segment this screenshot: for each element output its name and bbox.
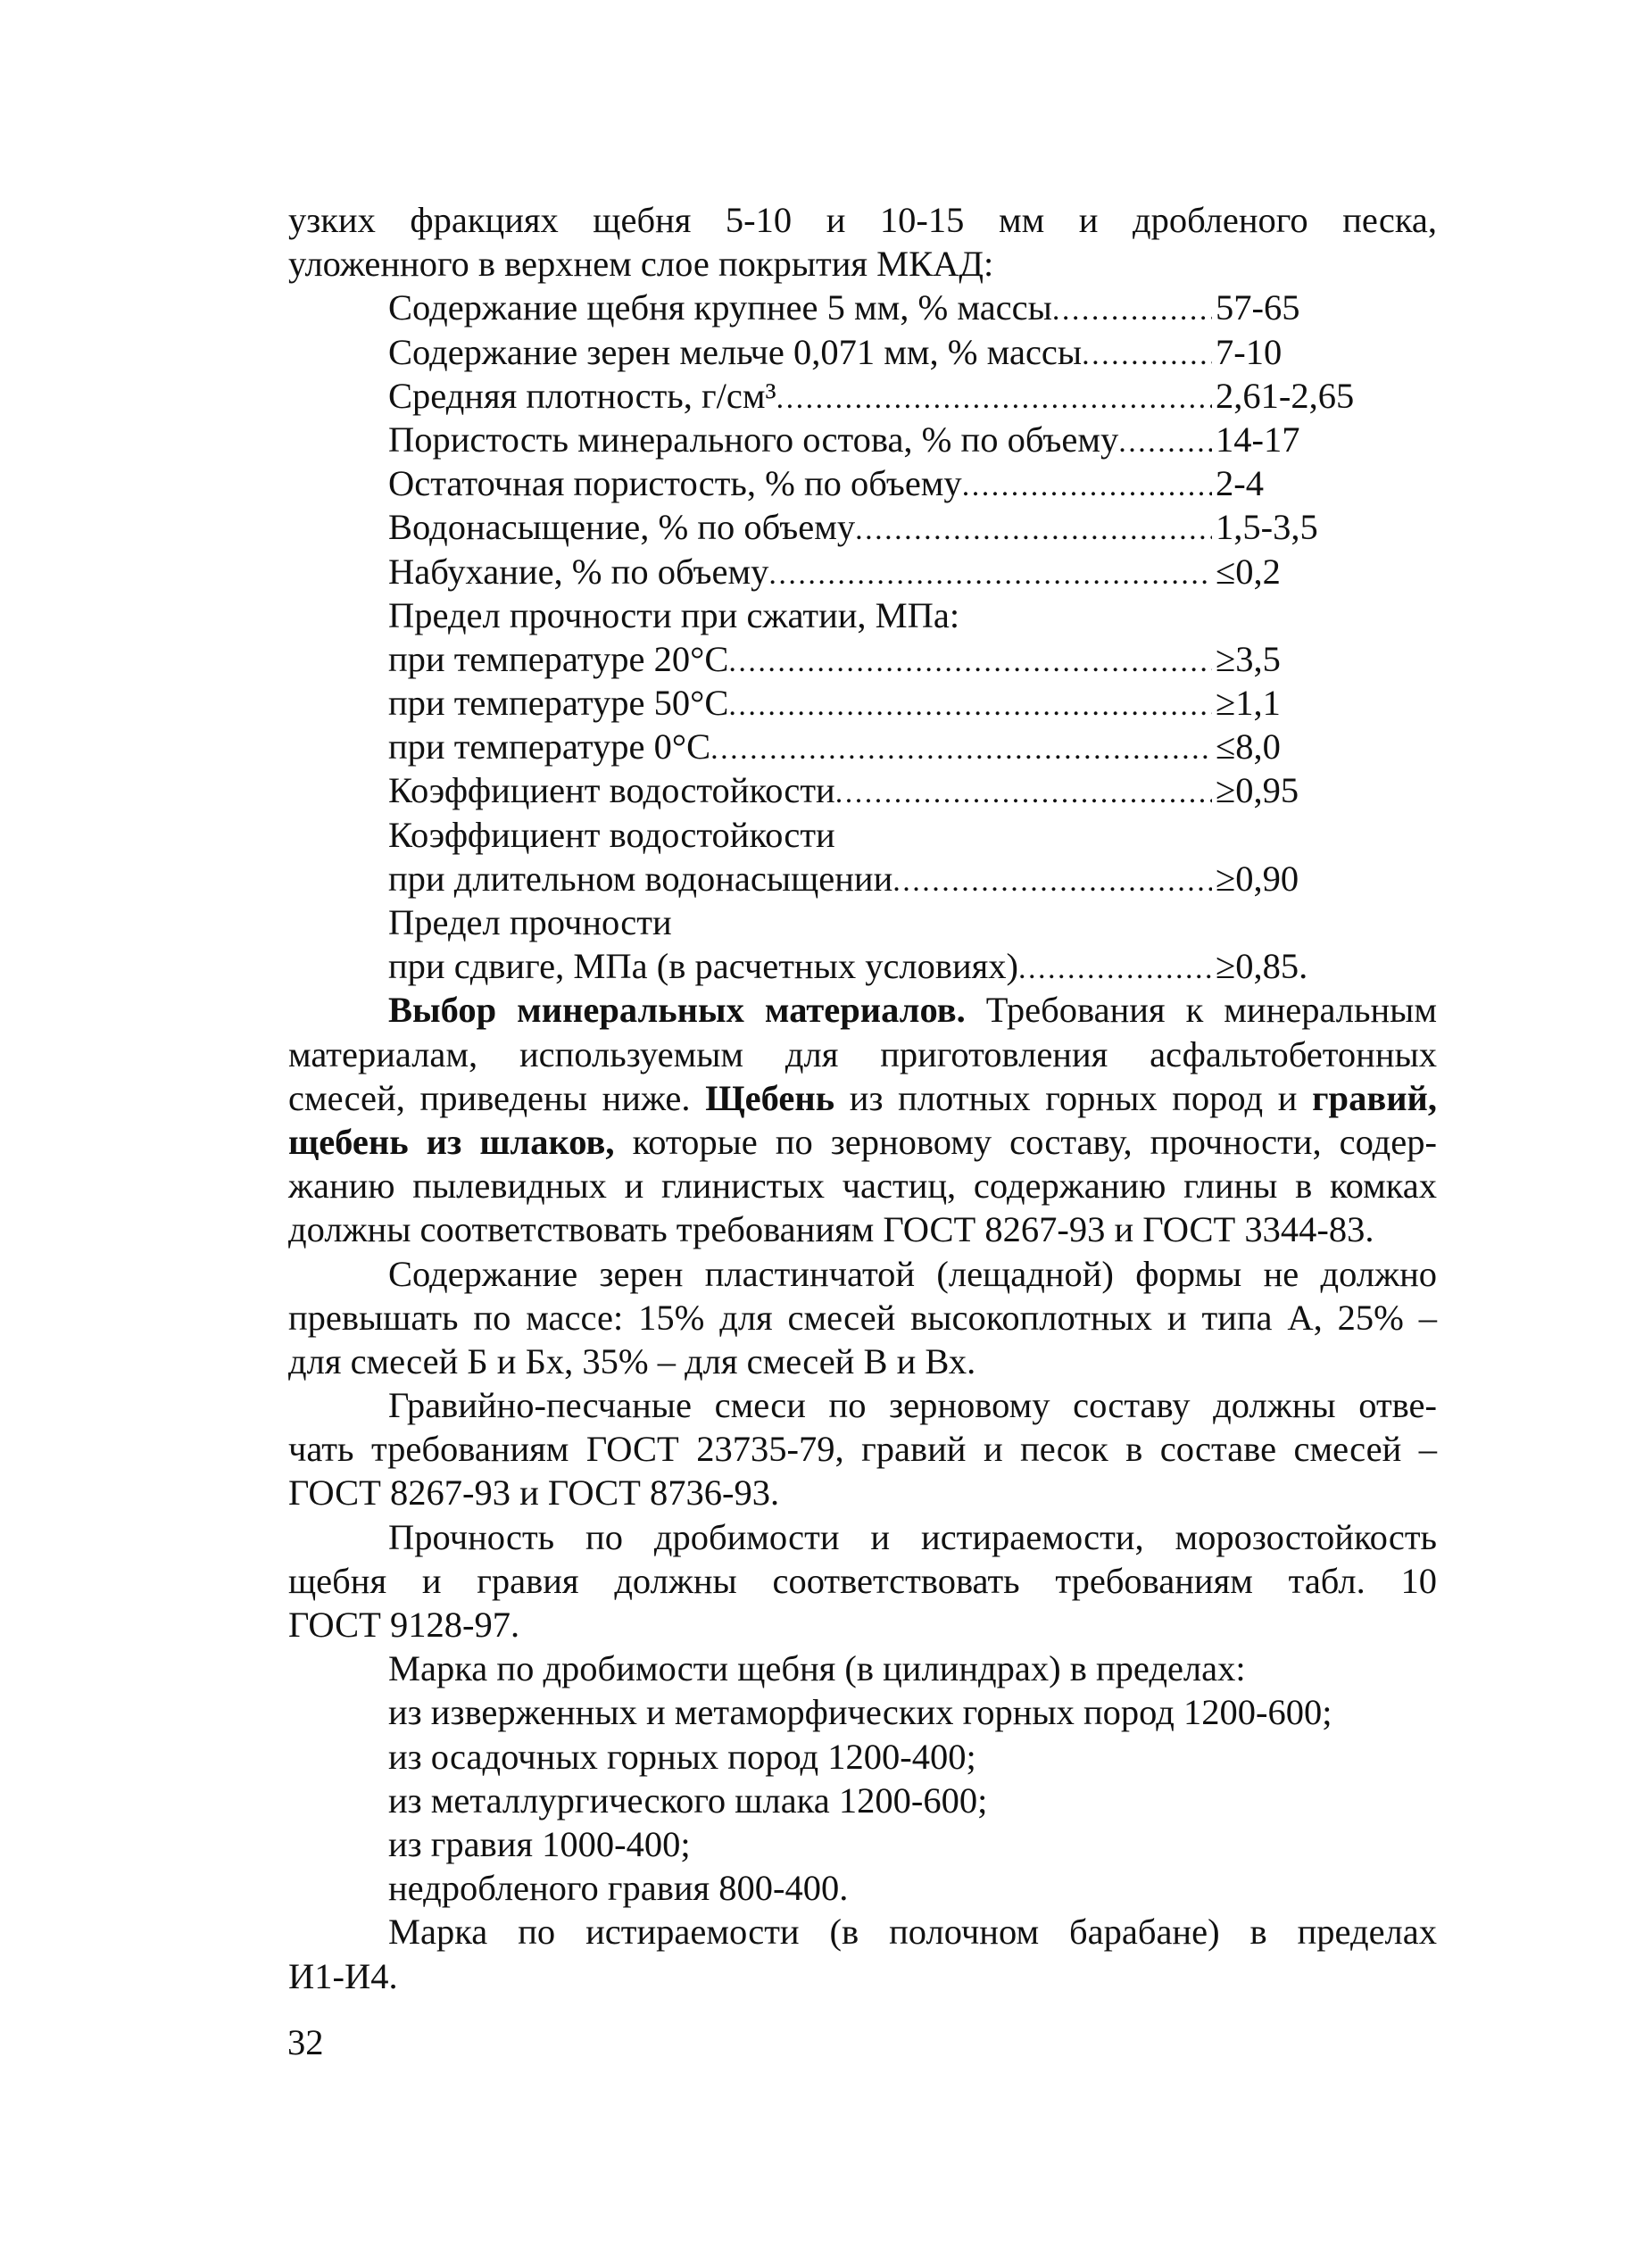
strength-heading: Предел прочности при сжатии, МПа: — [388, 594, 960, 635]
property-heading: Коэффициент водостойкости — [388, 814, 835, 855]
property-label: Коэффициент водостойкости — [388, 770, 835, 811]
leader-dots — [1018, 944, 1212, 991]
paragraph-line: смесей, приведены ниже. Щебень из плотных горных пород и гравий, — [288, 1077, 1437, 1118]
leader-dots — [855, 505, 1212, 552]
property-row — [288, 461, 1367, 505]
property-value: 7-10 — [1216, 331, 1283, 372]
paragraph-line: Прочность по дробимости и истираемости, морозостойкость — [388, 1516, 1437, 1557]
property-label: Содержание щебня крупнее 5 мм, % массы — [388, 287, 1052, 328]
leader-dots — [1082, 330, 1212, 377]
leader-dots — [835, 768, 1212, 815]
property-value: ≥0,85. — [1216, 946, 1308, 987]
paragraph-line: для смесей Б и Бх, 35% – для смесей В и Вх. — [288, 1340, 976, 1381]
property-row — [288, 768, 1367, 812]
leader-dots — [728, 681, 1212, 727]
property-label: Средняя плотность, г/см³ — [388, 375, 776, 416]
leader-dots — [776, 374, 1212, 420]
property-value: ≥3,5 — [1216, 638, 1281, 679]
paragraph-line: Гравийно-песчаные смеси по зерновому составу должны отве- — [388, 1385, 1437, 1426]
paragraph-line: жанию пылевидных и глинистых частиц, содержанию глины в комках — [288, 1165, 1437, 1207]
bold-term: щебень из шлаков, — [288, 1121, 615, 1162]
intro-line: уложенного в верхнем слое покрытия МКАД: — [288, 244, 994, 285]
property-value: ≤0,2 — [1216, 551, 1281, 592]
property-row — [288, 374, 1367, 418]
page-number: 32 — [287, 2022, 324, 2062]
paragraph-line: щебень из шлаков, которые по зерновому составу, прочности, содер- — [288, 1121, 1437, 1162]
property-label: Содержание зерен мельче 0,071 мм, % массы — [388, 331, 1083, 372]
paragraph-line: ГОСТ 8267-93 и ГОСТ 8736-93. — [288, 1472, 780, 1514]
property-row — [288, 286, 1367, 329]
property-label: Пористость минерального остова, % по объему — [388, 419, 1119, 460]
leader-dots — [892, 857, 1212, 903]
property-value: 14-17 — [1216, 419, 1300, 460]
leader-dots — [728, 637, 1212, 684]
property-row — [288, 681, 1367, 725]
property-value: 1,5-3,5 — [1216, 507, 1318, 548]
property-label: при температуре 20°С — [388, 638, 729, 679]
property-value: 57-65 — [1216, 287, 1300, 328]
property-row — [288, 725, 1367, 768]
property-value: ≤8,0 — [1216, 726, 1281, 767]
list-item: из изверженных и метаморфических горных пород 1200-600; — [388, 1692, 1332, 1733]
property-label: Остаточная пористость, % по объему — [388, 463, 962, 504]
intro-line: узких фракциях щебня 5-10 и 10-15 мм и дробленого песка, — [288, 200, 1437, 240]
property-heading: Предел прочности — [388, 902, 672, 942]
property-label: при температуре 50°С — [388, 683, 729, 724]
property-value: 2,61-2,65 — [1216, 375, 1355, 416]
property-label: Набухание, % по объему — [388, 551, 769, 592]
list-item: недробленого гравия 800-400. — [388, 1868, 849, 1909]
paragraph-line: превышать по массе: 15% для смесей высокоплотных и типа А, 25% – — [288, 1297, 1437, 1338]
section-heading: Выбор минеральных материалов. — [388, 990, 966, 1031]
property-row — [288, 550, 1367, 593]
leader-dots — [1118, 418, 1212, 464]
paragraph-line: Марка по истираемости (в полочном барабане) в пределах — [388, 1912, 1437, 1953]
property-row — [288, 330, 1367, 374]
leader-dots — [768, 550, 1212, 596]
page-text — [288, 198, 1437, 1998]
property-row — [288, 637, 1367, 681]
bold-term: гравий, — [1312, 1077, 1437, 1118]
crushability-heading: Марка по дробимости щебня (в цилиндрах) в пределах: — [388, 1648, 1246, 1689]
paragraph-line: Содержание зерен пластинчатой (лещадной) формы не должно — [388, 1253, 1437, 1294]
property-value: ≥0,90 — [1216, 858, 1299, 899]
property-row — [288, 857, 1367, 900]
paragraph-line: щебня и гравия должны соответствовать требованиям табл. 10 — [288, 1560, 1437, 1601]
leader-dots — [1052, 286, 1212, 332]
property-row — [288, 418, 1367, 461]
property-label: Водонасыщение, % по объему — [388, 507, 856, 548]
paragraph-line: чать требованиям ГОСТ 23735-79, гравий и песок в составе смесей – — [288, 1429, 1437, 1470]
property-row — [288, 505, 1367, 549]
paragraph-line: материалам, используемым для приготовления асфальтобетонных — [288, 1033, 1437, 1074]
paragraph-line: Выбор минеральных материалов. Требования к минеральным — [388, 990, 1438, 1031]
property-value: ≥1,1 — [1216, 683, 1281, 724]
paragraph-line: ГОСТ 9128-97. — [288, 1605, 520, 1645]
property-label: при длительном водонасыщении — [388, 858, 893, 899]
list-item: из металлургического шлака 1200-600; — [388, 1779, 988, 1821]
bold-term: Щебень — [705, 1077, 835, 1118]
property-row — [288, 944, 1367, 988]
list-item: из гравия 1000-400; — [388, 1823, 691, 1864]
leader-dots — [962, 461, 1212, 508]
paragraph-line: И1-И4. — [288, 1955, 398, 1996]
property-label: при температуре 0°С — [388, 726, 711, 767]
property-label: при сдвиге, МПа (в расчетных условиях) — [388, 946, 1019, 987]
property-value: ≥0,95 — [1216, 770, 1299, 811]
property-value: 2-4 — [1216, 463, 1264, 504]
leader-dots — [710, 725, 1212, 771]
paragraph-line: должны соответствовать требованиям ГОСТ 8267-93 и ГОСТ 3344-83. — [288, 1209, 1374, 1250]
list-item: из осадочных горных пород 1200-400; — [388, 1736, 976, 1777]
